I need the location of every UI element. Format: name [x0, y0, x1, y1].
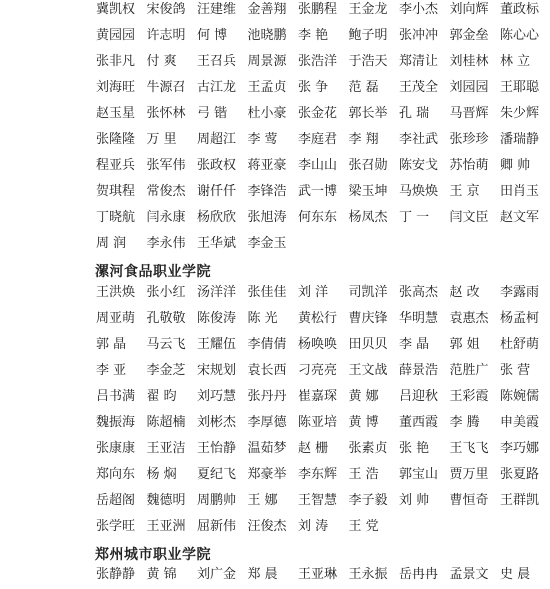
person-name: 张高杰	[399, 285, 439, 300]
person-name: 郭金垒	[449, 28, 489, 43]
person-name: 李露雨	[500, 285, 540, 300]
person-name: 李厚德	[247, 415, 287, 430]
person-name: 张丹丹	[247, 389, 287, 404]
person-name: 孟景文	[449, 567, 489, 582]
person-name: 李社武	[399, 132, 439, 147]
person-name: 闫文臣	[449, 210, 489, 225]
person-name: 王耶聪	[500, 80, 540, 95]
person-name: 谢仟仟	[197, 184, 237, 199]
person-name: 张夏路	[500, 467, 540, 482]
person-name: 魏振海	[96, 415, 136, 430]
person-name: 张金花	[298, 106, 338, 121]
person-name: 刘 涛	[298, 519, 329, 534]
person-name: 张珍珍	[449, 132, 489, 147]
person-name: 曹恒奇	[449, 493, 489, 508]
person-name: 郭宝山	[399, 467, 439, 482]
person-name: 蒋亚豪	[247, 158, 287, 173]
person-name: 张非凡	[96, 54, 136, 69]
person-name: 于浩天	[348, 54, 388, 69]
person-name: 王亚洁	[146, 441, 186, 456]
person-name: 池晓鹏	[247, 28, 287, 43]
person-name: 何东东	[298, 210, 338, 225]
person-name: 陈俊涛	[197, 311, 237, 326]
person-name: 马云飞	[146, 337, 186, 352]
person-name: 孔 瑞	[399, 106, 430, 121]
person-name: 岳超阁	[96, 493, 136, 508]
person-name: 吕迎秋	[399, 389, 439, 404]
person-name: 张 争	[298, 80, 329, 95]
person-name: 黄 博	[348, 415, 379, 430]
person-name: 孔敬敬	[146, 311, 186, 326]
person-name: 程亚兵	[96, 158, 136, 173]
person-name: 岳冉冉	[399, 567, 439, 582]
person-name: 李金芝	[146, 363, 186, 378]
person-name: 王亚洲	[146, 519, 186, 534]
person-name: 汤洋洋	[197, 285, 237, 300]
person-name: 范胜广	[449, 363, 489, 378]
person-name: 张康康	[96, 441, 136, 456]
person-name: 王永振	[348, 567, 388, 582]
person-name: 张素贞	[348, 441, 388, 456]
person-name: 吕书满	[96, 389, 136, 404]
person-name: 弓 锴	[197, 106, 228, 121]
person-name: 李锋浩	[247, 184, 287, 199]
section-heading: 郑州城市职业学院	[95, 547, 211, 563]
person-name: 李金玉	[247, 236, 287, 251]
person-name: 王怡静	[197, 441, 237, 456]
person-name: 王群凯	[500, 493, 540, 508]
person-name: 卿 帅	[500, 158, 531, 173]
person-name: 梁玉坤	[348, 184, 388, 199]
person-name: 王孟贞	[247, 80, 287, 95]
person-name: 夏纪飞	[197, 467, 237, 482]
person-name: 张 艳	[399, 441, 430, 456]
person-name: 付 爽	[146, 54, 177, 69]
person-name: 李倩倩	[247, 337, 287, 352]
person-name: 潘瑞静	[500, 132, 540, 147]
person-name: 李永伟	[146, 236, 186, 251]
person-name: 王智慧	[298, 493, 338, 508]
person-name: 张政权	[197, 158, 237, 173]
person-name: 赵 栅	[298, 441, 329, 456]
person-name: 冀凯权	[96, 2, 136, 17]
person-name: 黄松行	[298, 311, 338, 326]
person-name: 曹庆锋	[348, 311, 388, 326]
person-name: 贺琪程	[96, 184, 136, 199]
person-name: 黄 娜	[348, 389, 379, 404]
person-name: 张佳佳	[247, 285, 287, 300]
person-name: 郑向东	[96, 467, 136, 482]
person-name: 鲍子明	[348, 28, 388, 43]
person-name: 史 晨	[500, 567, 531, 582]
person-name: 李子毅	[348, 493, 388, 508]
person-name: 张学旺	[96, 519, 136, 534]
person-name: 王 娜	[247, 493, 278, 508]
person-name: 王金龙	[348, 2, 388, 17]
person-name: 宋俊鸽	[146, 2, 186, 17]
person-name: 黄 锦	[146, 567, 177, 582]
person-name: 许志明	[146, 28, 186, 43]
person-name: 武一博	[298, 184, 338, 199]
person-name: 范 磊	[348, 80, 379, 95]
person-name: 王召兵	[197, 54, 237, 69]
person-name: 李 翔	[348, 132, 379, 147]
person-name: 杨欣欣	[197, 210, 237, 225]
section-heading: 漯河食品职业学院	[95, 264, 211, 280]
person-name: 王 党	[348, 519, 379, 534]
person-name: 张冲冲	[399, 28, 439, 43]
person-name: 闫永康	[146, 210, 186, 225]
person-name: 陈亚培	[298, 415, 338, 430]
person-name: 汪建维	[197, 2, 237, 17]
person-name: 郭 姐	[449, 337, 480, 352]
person-name: 陈心心	[500, 28, 540, 43]
person-name: 古江龙	[197, 80, 237, 95]
person-name: 王 浩	[348, 467, 379, 482]
person-name: 苏怡萌	[449, 158, 489, 173]
person-name: 陈婉儒	[500, 389, 540, 404]
person-name: 刘桂林	[449, 54, 489, 69]
person-name: 黄园园	[96, 28, 136, 43]
person-name: 周景源	[247, 54, 287, 69]
person-name: 李小杰	[399, 2, 439, 17]
person-name: 李 艳	[298, 28, 329, 43]
person-name: 周 润	[96, 236, 127, 251]
person-name: 王洪焕	[96, 285, 136, 300]
person-name: 刘向辉	[449, 2, 489, 17]
person-name: 张静静	[96, 567, 136, 582]
person-name: 贾万里	[449, 467, 489, 482]
person-name: 刘广金	[197, 567, 237, 582]
person-name: 汪俊杰	[247, 519, 287, 534]
person-name: 崔嘉琛	[298, 389, 338, 404]
person-name: 王耀伍	[197, 337, 237, 352]
person-name: 杜小豪	[247, 106, 287, 121]
person-name: 金善翔	[247, 2, 287, 17]
person-name: 丁 一	[399, 210, 430, 225]
person-name: 刘 帅	[399, 493, 430, 508]
person-name: 袁惠杰	[449, 311, 489, 326]
person-name: 杨唤唤	[298, 337, 338, 352]
person-name: 郑豪举	[247, 467, 287, 482]
person-name: 周鹏帅	[197, 493, 237, 508]
person-name: 张浩洋	[298, 54, 338, 69]
person-name: 李山山	[298, 158, 338, 173]
person-name: 刘海旺	[96, 80, 136, 95]
person-name: 李 腾	[449, 415, 480, 430]
person-name: 王彩霞	[449, 389, 489, 404]
person-name: 牛源召	[146, 80, 186, 95]
person-name: 杜舒萌	[500, 337, 540, 352]
person-name: 张隆隆	[96, 132, 136, 147]
person-name: 张鹏程	[298, 2, 338, 17]
person-name: 万 里	[146, 132, 177, 147]
person-name: 张小红	[146, 285, 186, 300]
person-name: 申美霞	[500, 415, 540, 430]
person-name: 宋规划	[197, 363, 237, 378]
person-name: 刘彬杰	[197, 415, 237, 430]
person-name: 田贝贝	[348, 337, 388, 352]
person-name: 郭 晶	[96, 337, 127, 352]
person-name: 朱少辉	[500, 106, 540, 121]
person-name: 郭长举	[348, 106, 388, 121]
person-name: 王茂全	[399, 80, 439, 95]
person-name: 郑清让	[399, 54, 439, 69]
person-name: 张军伟	[146, 158, 186, 173]
person-name: 王华斌	[197, 236, 237, 251]
person-name: 张怀林	[146, 106, 186, 121]
person-name: 王飞飞	[449, 441, 489, 456]
person-name: 杨凤杰	[348, 210, 388, 225]
person-name: 李东辉	[298, 467, 338, 482]
person-name: 薛景浩	[399, 363, 439, 378]
person-name: 刘园园	[449, 80, 489, 95]
person-name: 司凯洋	[348, 285, 388, 300]
person-name: 王亚琳	[298, 567, 338, 582]
person-name: 袁长西	[247, 363, 287, 378]
person-name: 田肖玉	[500, 184, 540, 199]
person-name: 刁亮亮	[298, 363, 338, 378]
person-name: 陈安戈	[399, 158, 439, 173]
person-name: 赵文军	[500, 210, 540, 225]
person-name: 张 营	[500, 363, 531, 378]
person-name: 李 晶	[399, 337, 430, 352]
person-name: 魏德明	[146, 493, 186, 508]
person-name: 温茹梦	[247, 441, 287, 456]
person-name: 张旭涛	[247, 210, 287, 225]
person-name: 周超江	[197, 132, 237, 147]
person-name: 刘 洋	[298, 285, 329, 300]
person-name: 董政标	[500, 2, 540, 17]
person-name: 陈 光	[247, 311, 278, 326]
person-name: 华明慧	[399, 311, 439, 326]
person-name: 董西霞	[399, 415, 439, 430]
person-name: 周亚萌	[96, 311, 136, 326]
person-name: 王文战	[348, 363, 388, 378]
person-name: 杨孟柯	[500, 311, 540, 326]
person-name: 赵玉星	[96, 106, 136, 121]
person-name: 翟 昀	[146, 389, 177, 404]
person-name: 何 博	[197, 28, 228, 43]
person-name: 常俊杰	[146, 184, 186, 199]
person-name: 赵 改	[449, 285, 480, 300]
person-name: 丁晓航	[96, 210, 136, 225]
person-name: 林 立	[500, 54, 531, 69]
person-name: 王 京	[449, 184, 480, 199]
person-name: 李庭君	[298, 132, 338, 147]
person-name: 郑 晨	[247, 567, 278, 582]
person-name: 李巧娜	[500, 441, 540, 456]
person-name: 屈新伟	[197, 519, 237, 534]
person-name: 马晋辉	[449, 106, 489, 121]
person-name: 李 亚	[96, 363, 127, 378]
person-name: 刘巧慧	[197, 389, 237, 404]
person-name: 张召勋	[348, 158, 388, 173]
person-name: 杨 焖	[146, 467, 177, 482]
person-name: 李 莺	[247, 132, 278, 147]
person-name: 陈超楠	[146, 415, 186, 430]
person-name: 马焕焕	[399, 184, 439, 199]
